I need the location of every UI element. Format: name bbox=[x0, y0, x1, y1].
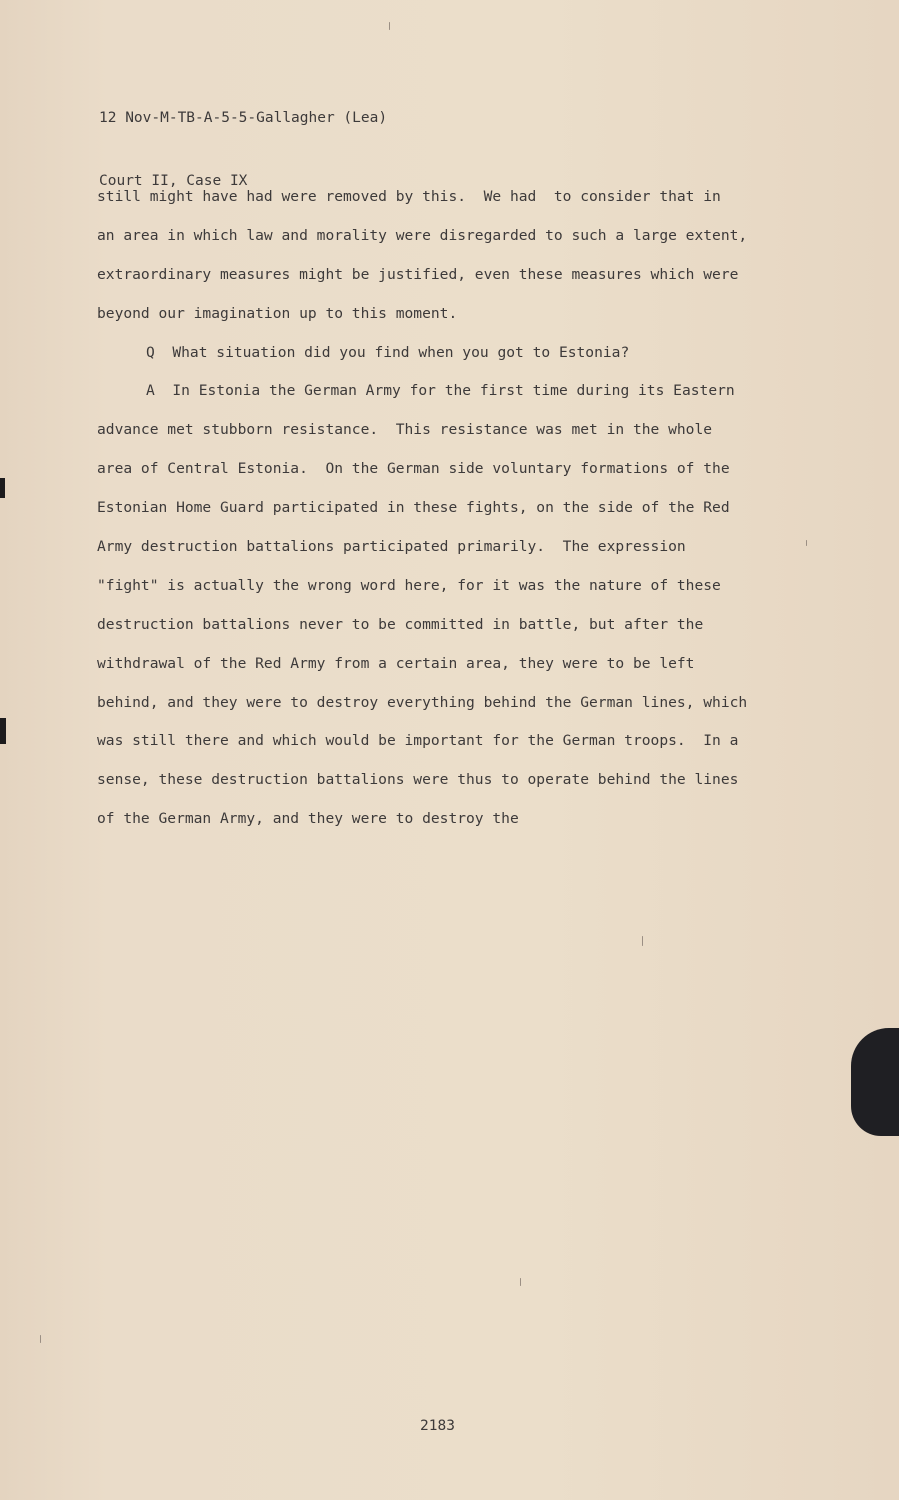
transcript-body bbox=[97, 178, 817, 839]
transcript-line: still might have had were removed by this. We had to consider that in bbox=[97, 188, 721, 205]
page-number: 2183 bbox=[420, 1418, 455, 1434]
binding-tab bbox=[851, 1028, 899, 1136]
paper-speck bbox=[520, 1278, 521, 1286]
paper-speck bbox=[389, 22, 390, 30]
transcript-line: behind, and they were to destroy everything behind the German lines, which bbox=[97, 693, 748, 711]
transcript-line: withdrawal of the Red Army from a certain area, they were to be left bbox=[97, 654, 695, 672]
transcript-line: destruction battalions never to be committed in battle, but after the bbox=[97, 615, 704, 633]
transcript-line: Army destruction battalions participated primarily. The expression bbox=[97, 538, 686, 556]
header-court-case: Court II, Case IX bbox=[99, 173, 248, 189]
transcript-line: an area in which law and morality were disregarded to such a large extent, bbox=[97, 226, 748, 244]
transcript-line: of the German Army, and they were to destroy the bbox=[97, 810, 519, 828]
paper-speck bbox=[40, 1335, 41, 1343]
left-edge-mark bbox=[0, 478, 5, 498]
transcript-line: was still there and which would be important for the German troops. In a bbox=[97, 732, 739, 750]
answer-line: A In Estonia the German Army for the first time during its Eastern bbox=[146, 382, 735, 400]
question-line: Q What situation did you find when you got to Estonia? bbox=[146, 343, 630, 361]
transcript-line: beyond our imagination up to this moment. bbox=[97, 304, 458, 322]
transcript-line: Estonian Home Guard participated in these fights, on the side of the Red bbox=[97, 499, 730, 517]
transcript-line: extraordinary measures might be justified, even these measures which were bbox=[97, 265, 739, 283]
paper-speck bbox=[806, 540, 807, 546]
transcript-line: advance met stubborn resistance. This resistance was met in the whole bbox=[97, 421, 713, 439]
transcript-line: sense, these destruction battalions were thus to operate behind the lines bbox=[97, 771, 739, 789]
transcript-line: area of Central Estonia. On the German side voluntary formations of the bbox=[97, 460, 730, 478]
transcript-line: "fight" is actually the wrong word here, for it was the nature of these bbox=[97, 576, 721, 594]
header-case-reference: 12 Nov-M-TB-A-5-5-Gallagher (Lea) bbox=[99, 110, 388, 126]
left-edge-mark bbox=[0, 718, 6, 744]
paper-speck bbox=[642, 936, 643, 946]
